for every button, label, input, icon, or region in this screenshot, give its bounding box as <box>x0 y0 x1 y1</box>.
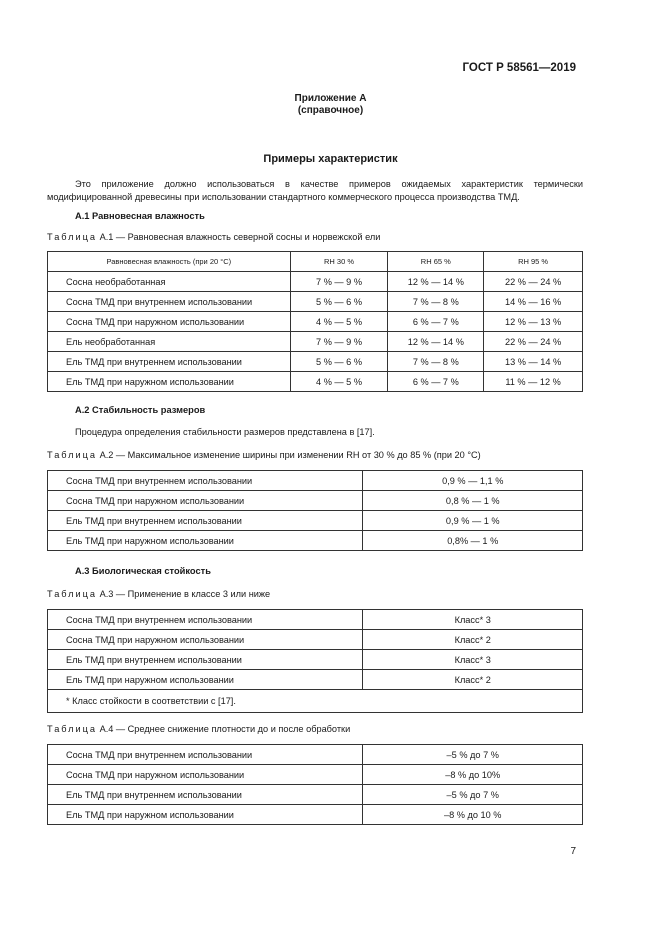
standard-number: ГОСТ Р 58561—2019 <box>462 62 576 74</box>
cell-value: –8 % до 10 % <box>363 805 583 825</box>
row-label: Ель ТМД при наружном использовании <box>48 531 363 551</box>
cell-value: 7 % — 9 % <box>290 332 388 352</box>
row-label: Ель ТМД при наружном использовании <box>48 670 363 690</box>
cell-value: 7 % — 8 % <box>388 352 484 372</box>
cell-value: 22 % — 24 % <box>484 272 583 292</box>
table-row <box>48 312 583 332</box>
cell-value: Класс* 3 <box>363 650 583 670</box>
table-row <box>48 332 583 352</box>
row-label: Сосна ТМД при внутреннем использовании <box>48 292 291 312</box>
row-label: Ель необработанная <box>48 332 291 352</box>
row-label: Сосна ТМД при внутреннем использовании <box>48 610 363 630</box>
cell-value: 0,8% — 1 % <box>363 531 583 551</box>
row-label: Ель ТМД при внутреннем использовании <box>48 352 291 372</box>
header-cell: Равновесная влажность (при 20 °С) <box>48 252 291 272</box>
cell-value: 12 % — 14 % <box>388 272 484 292</box>
section-a2-text: Процедура определения стабильности размеров представлена в [17]. <box>75 427 375 437</box>
cell-value: 5 % — 6 % <box>290 292 388 312</box>
table-a3 <box>47 609 583 713</box>
cell-value: 6 % — 7 % <box>388 312 484 332</box>
caption-text: А.1 — Равновесная влажность северной сосны и норвежской ели <box>97 232 381 242</box>
cell-value: Класс* 3 <box>363 610 583 630</box>
section-a2-heading: А.2 Стабильность размеров <box>75 405 206 415</box>
row-label: Сосна ТМД при наружном использовании <box>48 630 363 650</box>
cell-value: –8 % до 10% <box>363 765 583 785</box>
row-label: Ель ТМД при наружном использовании <box>48 805 363 825</box>
row-label: Ель ТМД при внутреннем использовании <box>48 511 363 531</box>
cell-value: 0,9 % — 1,1 % <box>363 471 583 491</box>
cell-value: –5 % до 7 % <box>363 785 583 805</box>
row-label: Сосна необработанная <box>48 272 291 292</box>
table-a2 <box>47 470 583 551</box>
table-a1-caption <box>47 232 380 242</box>
table-note-row <box>48 690 583 713</box>
cell-value: 11 % — 12 % <box>484 372 583 392</box>
cell-value: 13 % — 14 % <box>484 352 583 372</box>
table-row <box>48 531 583 551</box>
caption-prefix: Таблица <box>47 450 98 460</box>
table-row <box>48 610 583 630</box>
table-row <box>48 292 583 312</box>
table-a4-caption <box>47 724 350 734</box>
table-a2-caption <box>47 450 481 460</box>
annex-subtitle: (справочное) <box>297 105 364 116</box>
table-row <box>48 272 583 292</box>
table-row <box>48 765 583 785</box>
intro-paragraph: Это приложение должно использоваться в качестве примеров ожидаемых характеристик термически модифицированной древесины при использовании стандартного коммерческого процесса производства ТМД. <box>47 179 583 202</box>
caption-prefix: Таблица <box>47 232 98 242</box>
cell-value: 12 % — 14 % <box>388 332 484 352</box>
caption-prefix: Таблица <box>47 589 98 599</box>
cell-value: 4 % — 5 % <box>290 372 388 392</box>
table-header-row <box>48 252 583 272</box>
row-label: Сосна ТМД при наружном использовании <box>48 491 363 511</box>
cell-value: Класс* 2 <box>363 670 583 690</box>
header-cell: RH 65 % <box>388 252 484 272</box>
section-a1-heading: А.1 Равновесная влажность <box>75 211 205 221</box>
caption-text: А.2 — Максимальное изменение ширины при изменении RH от 30 % до 85 % (при 20 °С) <box>97 450 481 460</box>
table-row <box>48 745 583 765</box>
table-row <box>48 650 583 670</box>
table-row <box>48 630 583 650</box>
caption-prefix: Таблица <box>47 724 98 734</box>
table-row <box>48 805 583 825</box>
cell-value: –5 % до 7 % <box>363 745 583 765</box>
page-number: 7 <box>570 846 576 857</box>
caption-text: А.3 — Применение в классе 3 или ниже <box>97 589 271 599</box>
table-row <box>48 670 583 690</box>
table-note: * Класс стойкости в соответствии с [17]. <box>48 690 583 713</box>
cell-value: 0,9 % — 1 % <box>363 511 583 531</box>
row-label: Ель ТМД при внутреннем использовании <box>48 785 363 805</box>
table-a3-caption <box>47 589 270 599</box>
table-a4 <box>47 744 583 825</box>
table-row <box>48 785 583 805</box>
row-label: Сосна ТМД при внутреннем использовании <box>48 745 363 765</box>
caption-text: А.4 — Среднее снижение плотности до и после обработки <box>97 724 351 734</box>
table-row <box>48 372 583 392</box>
row-label: Сосна ТМД при наружном использовании <box>48 765 363 785</box>
annex-title: Приложение А <box>294 93 367 104</box>
cell-value: 7 % — 9 % <box>290 272 388 292</box>
cell-value: 0,8 % — 1 % <box>363 491 583 511</box>
table-row <box>48 511 583 531</box>
table-row <box>48 471 583 491</box>
cell-value: 7 % — 8 % <box>388 292 484 312</box>
table-row <box>48 352 583 372</box>
table-a1 <box>47 251 583 392</box>
cell-value: 12 % — 13 % <box>484 312 583 332</box>
cell-value: 14 % — 16 % <box>484 292 583 312</box>
table-row <box>48 491 583 511</box>
cell-value: Класс* 2 <box>363 630 583 650</box>
row-label: Сосна ТМД при наружном использовании <box>48 312 291 332</box>
header-cell: RH 95 % <box>484 252 583 272</box>
section-a3-heading: А.3 Биологическая стойкость <box>75 566 211 576</box>
cell-value: 22 % — 24 % <box>484 332 583 352</box>
header-cell: RH 30 % <box>290 252 388 272</box>
cell-value: 5 % — 6 % <box>290 352 388 372</box>
row-label: Ель ТМД при внутреннем использовании <box>48 650 363 670</box>
row-label: Ель ТМД при наружном использовании <box>48 372 291 392</box>
cell-value: 6 % — 7 % <box>388 372 484 392</box>
main-title: Примеры характеристик <box>263 153 398 165</box>
cell-value: 4 % — 5 % <box>290 312 388 332</box>
row-label: Сосна ТМД при внутреннем использовании <box>48 471 363 491</box>
